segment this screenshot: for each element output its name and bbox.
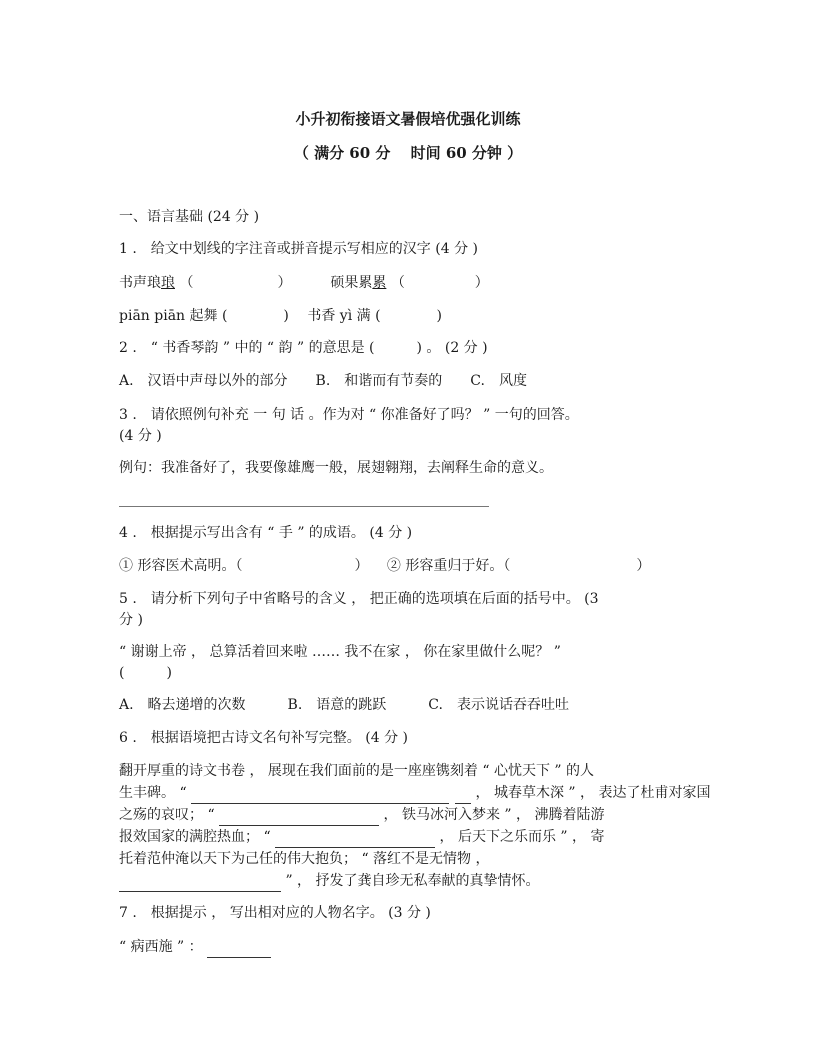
q6-line4-start: 报效国家的满腔热血； “ <box>119 829 271 845</box>
q1-a-paren: （ ） <box>179 275 292 291</box>
section-heading: 一、语言基础 (24 分 ) <box>119 209 260 225</box>
q6-line3-end: ， 铁马冰河入梦来 ” ， 沸腾着陆游 <box>383 807 605 823</box>
q6-line2-end: ， 城春草木深 ” ， 表达了杜甫对家国 <box>475 785 711 801</box>
q5-prompt-line1: 5 . 请分析下列句子中省略号的含义 ， 把正确的选项填在后面的括号中。 (3 <box>119 591 599 607</box>
q4-items: ① 形容医术高明。（ ） ② 形容重归于好。（ ） <box>119 558 651 574</box>
q2-prompt: 2 . “ 书香琴韵 ” 中的 “ 韵 ” 的意思是 ( ) 。 (2 分 ) <box>119 340 488 356</box>
q1-a-word: 书声琅琅 <box>119 275 175 291</box>
q6-blank-1b <box>455 787 471 804</box>
q6-para-line2 <box>119 782 710 804</box>
q6-line6-end: ” ， 抒发了龚自珍无私奉献的真挚情怀。 <box>285 873 540 889</box>
q6-blank-2[interactable] <box>219 809 379 826</box>
q6-para-line6 <box>119 870 540 892</box>
q5-quote: “ 谢谢上帝 ， 总算活着回来啦 …… 我不在家 ， 你在家里做什么呢？ ” <box>119 644 561 660</box>
q2-options: A. 汉语中声母以外的部分 B. 和谐而有节奏的 C. 风度 <box>119 373 527 389</box>
q3-answer-line[interactable] <box>119 506 489 507</box>
q6-para-line5: 托着范仲淹以天下为己任的伟大抱负； “ 落红不是无情物 ， <box>119 851 490 867</box>
q7-item-1 <box>119 936 271 958</box>
q6-blank-3[interactable] <box>275 831 435 848</box>
q3-prompt-line1: 3 . 请依照例句补充 一 句 话 。作为对 “ 你准备好了吗？ ” 一句的回答。 <box>119 407 579 423</box>
q6-prompt: 6 . 根据语境把古诗文名句补写完整。 (4 分 ) <box>119 730 408 746</box>
q1-b-word: 硕果累累 <box>330 275 387 291</box>
q1-line-a <box>119 272 489 294</box>
q3-prompt-line2: (4 分 ) <box>119 428 162 444</box>
q6-line3-start: 之殇的哀叹； “ <box>119 807 215 823</box>
q7-blank-1[interactable] <box>207 941 271 958</box>
q4-prompt: 4 . 根据提示写出含有 “ 手 ” 的成语。 (4 分 ) <box>119 525 413 541</box>
q6-para-line4 <box>119 826 604 848</box>
document-title: 小升初衔接语文暑假培优强化训练 <box>295 110 521 128</box>
q1-a-underlined-char: 琅 <box>161 275 175 291</box>
q1-b-underlined-char: 累 <box>372 275 387 291</box>
q3-example: 例句：我准备好了，我要像雄鹰一般，展翅翱翔，去阐释生命的意义。 <box>119 460 553 476</box>
q5-prompt-line2: 分 ) <box>119 612 143 628</box>
q6-para-line3 <box>119 804 604 826</box>
q6-blank-4[interactable] <box>119 875 281 892</box>
q1-prompt: 1 . 给文中划线的字注音或拼音提示写相应的汉字 (4 分 ) <box>119 241 478 257</box>
q7-item-1-label: “ 病西施 ” ： <box>119 939 203 955</box>
q6-blank-1[interactable] <box>191 787 449 804</box>
q5-paren: ( ) <box>119 665 172 681</box>
q6-line4-end: ， 后天下之乐而乐 ” ， 寄 <box>439 829 605 845</box>
q6-para-line1: 翻开厚重的诗文书卷 ， 展现在我们面前的是一座座镌刻着 “ 心忧天下 ” 的人 <box>119 763 595 779</box>
q6-line2-start: 生丰碑。 “ <box>119 785 187 801</box>
q5-options: A. 略去递增的次数 B. 语意的跳跃 C. 表示说话吞吞吐吐 <box>119 697 569 713</box>
q1-b-paren: （ ） <box>390 275 489 291</box>
q7-prompt: 7 . 根据提示 ， 写出相对应的人物名字。 (3 分 ) <box>119 905 431 921</box>
document-subtitle: （ 满分 60 分 时间 60 分钟 ） <box>293 144 523 162</box>
q1-line-c: piān piān 起舞 ( ) 书香 yì 满 ( ) <box>119 308 442 324</box>
